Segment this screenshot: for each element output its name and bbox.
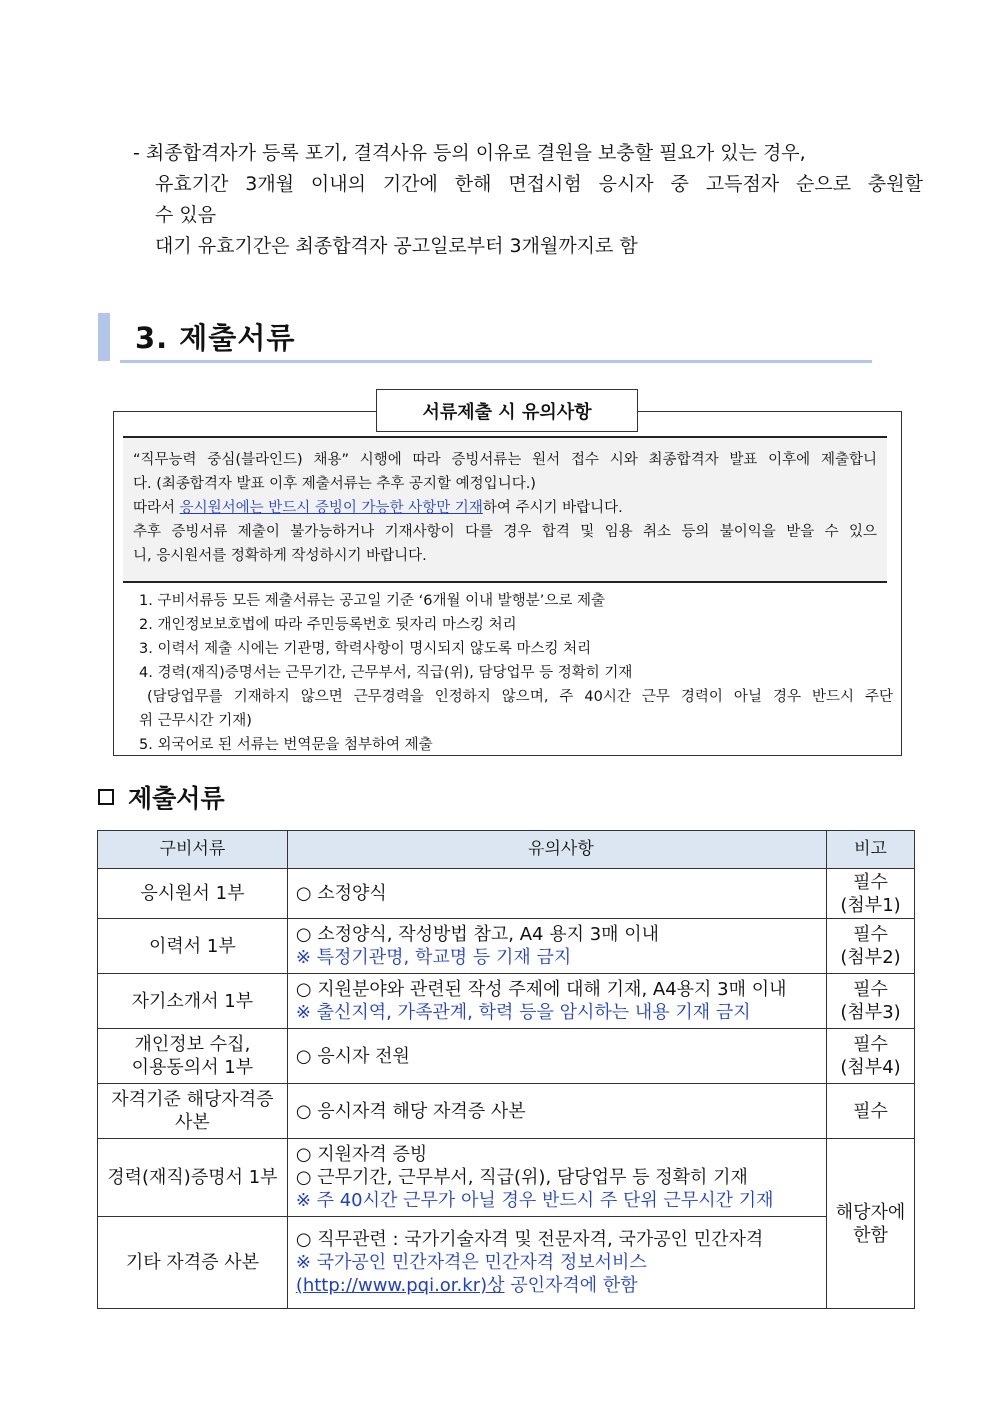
section-underline bbox=[120, 360, 872, 363]
subsection-title: 제출서류 bbox=[128, 784, 225, 813]
table-row bbox=[98, 1084, 915, 1139]
doc-cell: 자격기준 해당자격증 사본 bbox=[98, 1084, 288, 1139]
documents-table bbox=[97, 830, 915, 1309]
table-row bbox=[98, 869, 915, 919]
doc-cell: 경력(재직)증명서 1부 bbox=[98, 1139, 288, 1217]
note-cell: ○ 응시자격 해당 자격증 사본 bbox=[287, 1084, 826, 1139]
note-cell: ○ 응시자 전원 bbox=[287, 1029, 826, 1084]
subsection-heading bbox=[98, 779, 225, 815]
remark-cell: 해당자에 한함 bbox=[827, 1139, 915, 1309]
notice-text-line: 따라서 응시원서에는 반드시 증빙이 가능한 사항만 기재하여 주시기 바랍니다. bbox=[133, 500, 623, 516]
notice-text-line: “직무능력 중심(블라인드) 채용” 시행에 따라 증빙서류는 원서 접수 시와 최종합격자 발표 이후에 제출합니 bbox=[133, 452, 877, 468]
intro-line-3: 수 있음 bbox=[155, 204, 217, 226]
list-item: 1. 구비서류등 모든 제출서류는 공고일 기준 ‘6개월 이내 발행분’으로 제출 bbox=[139, 593, 605, 609]
doc-cell: 기타 자격증 사본 bbox=[98, 1217, 288, 1309]
doc-cell: 개인정보 수집, 이용동의서 1부 bbox=[98, 1029, 288, 1084]
header-doc: 구비서류 bbox=[98, 831, 288, 869]
doc-cell: 응시원서 1부 bbox=[98, 869, 288, 919]
intro-line-4: 대기 유효기간은 최종합격자 공고일로부터 3개월까지로 함 bbox=[155, 235, 638, 257]
checkbox-square-icon bbox=[98, 789, 114, 805]
notice-tab-label: 서류제출 시 유의사항 bbox=[376, 389, 638, 432]
intro-line-2: 유효기간 3개월 이내의 기간에 한해 면접시험 응시자 중 고득점자 순으로 충원할 bbox=[155, 173, 923, 195]
table-header-row bbox=[98, 831, 915, 869]
note-cell: ○ 지원자격 증빙 ○ 근무기간, 근무부서, 직급(위), 담당업무 등 정확히 기재 ※ 주 40시간 근무가 아닐 경우 반드시 주 단위 근무시간 기재 bbox=[287, 1139, 826, 1217]
pqi-link[interactable]: (http://www.pqi.or.kr)상 bbox=[295, 1275, 505, 1296]
notice-text-line: 추후 증빙서류 제출이 불가능하거나 기재사항이 다를 경우 합격 및 임용 취소 등의 불이익을 받을 수 있으 bbox=[133, 524, 877, 540]
note-cell: ○ 소정양식, 작성방법 참고, A4 용지 3매 이내 ※ 특정기관명, 학교명 등 기재 금지 bbox=[287, 919, 826, 974]
list-item: 2. 개인정보보호법에 따라 주민등록번호 뒷자리 마스킹 처리 bbox=[139, 617, 517, 633]
header-note: 유의사항 bbox=[287, 831, 826, 869]
notice-text-line: 다. (최종합격자 발표 이후 제출서류는 추후 공지할 예정입니다.) bbox=[133, 476, 536, 492]
remark-cell: 필수 bbox=[827, 1084, 915, 1139]
table-row bbox=[98, 1139, 915, 1217]
list-item: 3. 이력서 제출 시에는 기관명, 학력사항이 명시되지 않도록 마스킹 처리 bbox=[139, 641, 592, 657]
intro-paragraph bbox=[133, 138, 923, 262]
notice-list bbox=[139, 589, 893, 757]
list-item-note: (담당업무를 기재하지 않으면 근무경력을 인정하지 않으며, 주 40시간 근무 경력이 아닐 경우 반드시 주단 bbox=[147, 689, 893, 705]
remark-cell: 필수 (첨부3) bbox=[827, 974, 915, 1029]
notice-highlight-text: 응시원서에는 반드시 증빙이 가능한 사항만 기재 bbox=[179, 500, 483, 516]
remark-cell: 필수 (첨부2) bbox=[827, 919, 915, 974]
section-title: 3. 제출서류 bbox=[135, 321, 296, 355]
doc-cell: 자기소개서 1부 bbox=[98, 974, 288, 1029]
section-accent-bar bbox=[98, 313, 110, 361]
table-row bbox=[98, 1217, 915, 1309]
header-remark: 비고 bbox=[827, 831, 915, 869]
table-row bbox=[98, 974, 915, 1029]
list-item-note: 위 근무시간 기재) bbox=[139, 713, 252, 729]
note-cell: ○ 지원분야와 관련된 작성 주제에 대해 기재, A4용지 3매 이내 ※ 출신지역, 가족관계, 학력 등을 암시하는 내용 기재 금지 bbox=[287, 974, 826, 1029]
note-cell: ○ 직무관련 : 국가기술자격 및 전문자격, 국가공인 민간자격 ※ 국가공인 민간자격은 민간자격 정보서비스 (http://www.pqi.or.kr)상 공인자격에 한함 bbox=[287, 1217, 826, 1309]
list-item: 5. 외국어로 된 서류는 번역문을 첨부하여 제출 bbox=[139, 737, 433, 753]
table-row bbox=[98, 919, 915, 974]
notice-text-line: 니, 응시원서를 정확하게 작성하시기 바랍니다. bbox=[133, 548, 427, 564]
intro-line-1: - 최종합격자가 등록 포기, 결격사유 등의 이유로 결원을 보충할 필요가 있는 경우, bbox=[133, 142, 806, 164]
note-cell: ○ 소정양식 bbox=[287, 869, 826, 919]
remark-cell: 필수 (첨부4) bbox=[827, 1029, 915, 1084]
list-item: 4. 경력(재직)증명서는 근무기간, 근무부서, 직급(위), 담당업무 등 정확히 기재 bbox=[139, 665, 633, 681]
doc-cell: 이력서 1부 bbox=[98, 919, 288, 974]
notice-gray-panel bbox=[123, 436, 887, 583]
remark-cell: 필수 (첨부1) bbox=[827, 869, 915, 919]
table-row bbox=[98, 1029, 915, 1084]
